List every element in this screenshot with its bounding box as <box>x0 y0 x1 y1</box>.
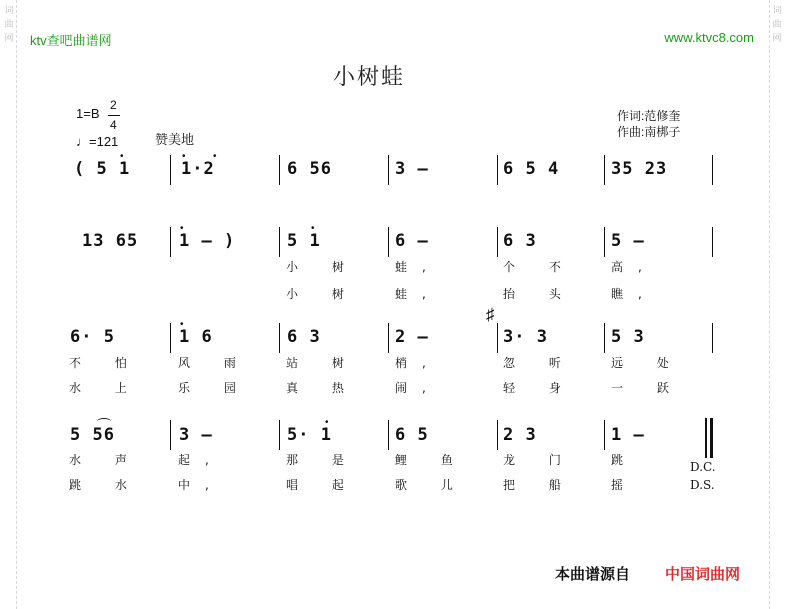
lyric-verse-2: 水 上 <box>69 381 142 395</box>
watermark-char: 网 <box>4 34 14 44</box>
barline <box>497 227 498 257</box>
watermark-char: 曲 <box>772 20 782 30</box>
measure: 35 23 <box>611 159 668 179</box>
lyric-verse-2: 跳 水 <box>69 478 142 492</box>
measure: 6 5 4 <box>503 159 560 179</box>
lyric-verse-1: 跳 <box>611 453 639 467</box>
measure: 5 3 <box>611 327 645 347</box>
lyric-verse-1: 梢, <box>395 356 441 370</box>
watermark-char: 网 <box>772 34 782 44</box>
barline <box>388 227 389 257</box>
lyric-verse-2: 歌 儿 <box>395 478 468 492</box>
lyric-verse-1: 水 声 <box>69 453 142 467</box>
measure: 1 – ) <box>179 231 236 251</box>
measure: 5 56 <box>70 425 115 445</box>
measure: 6 56 <box>287 159 332 179</box>
lyric-verse-2: 真 热 <box>286 381 359 395</box>
barline <box>388 420 389 450</box>
lyric-verse-1: 忽 听 <box>503 356 576 370</box>
lyricist-credit: 作词:范修奎 <box>617 109 681 123</box>
measure: 6 3 <box>503 231 537 251</box>
lyric-verse-2: 中, <box>178 478 224 492</box>
lyric-verse-1: 起, <box>178 453 224 467</box>
barline <box>712 323 713 353</box>
barline <box>170 323 171 353</box>
measure: 6· 5 <box>70 327 115 347</box>
watermark-char: 词 <box>4 6 14 16</box>
lyric-verse-2: 乐 园 <box>178 381 251 395</box>
lyric-verse-2: 蛙, <box>395 287 441 301</box>
lyric-verse-1: 站 树 <box>286 356 359 370</box>
time-signature-bottom: 4 <box>110 118 117 132</box>
measure: 6 3 <box>287 327 321 347</box>
measure: 1 6 <box>179 327 213 347</box>
lyric-verse-1: 远 处 <box>611 356 684 370</box>
measure: 5 – <box>611 231 645 251</box>
lyric-verse-2: 一 跃 <box>611 381 684 395</box>
lyric-verse-1: 不 怕 <box>69 356 142 370</box>
slur-mark <box>97 418 111 425</box>
measure: 5· 1 <box>287 425 332 445</box>
measure: 6 5 <box>395 425 429 445</box>
tempo-marking: ♩=121 <box>76 134 119 149</box>
watermark-char: 词 <box>772 6 782 16</box>
measure: ( 5 1 <box>74 159 131 179</box>
song-title: 小树蛙 <box>333 65 406 90</box>
barline <box>497 420 498 450</box>
measure: 2 3 <box>503 425 537 445</box>
barline <box>712 227 713 257</box>
measure: 6 – <box>395 231 429 251</box>
barline <box>604 227 605 257</box>
barline <box>712 155 713 185</box>
time-signature-top: 2 <box>110 98 117 112</box>
left-watermark-strip <box>2 0 17 609</box>
measure: 5 1 <box>287 231 321 251</box>
barline <box>604 420 605 450</box>
barline <box>279 227 280 257</box>
right-watermark-strip <box>769 0 784 609</box>
octave-dot: • <box>120 151 124 162</box>
barline <box>170 227 171 257</box>
lyric-verse-1: 小 树 <box>286 260 359 274</box>
sharp-sign: ♯ <box>486 305 495 324</box>
lyric-verse-2: 唱 起 <box>286 478 359 492</box>
measure: 1·2 <box>181 159 215 179</box>
lyric-verse-1: 个 不 <box>503 260 576 274</box>
barline <box>604 155 605 185</box>
key-signature: 1=B <box>76 106 100 121</box>
lyric-verse-2: 小 树 <box>286 287 359 301</box>
barline <box>279 323 280 353</box>
source-label: 本曲谱源自 <box>555 566 631 583</box>
barline <box>279 420 280 450</box>
octave-dot: • <box>180 223 184 234</box>
lyric-verse-1: 风 雨 <box>178 356 251 370</box>
dc-marking: D.C. <box>690 460 716 474</box>
lyric-verse-1: 蛙, <box>395 260 441 274</box>
lyric-verse-2: 把 船 <box>503 478 576 492</box>
barline <box>170 420 171 450</box>
final-barline-thick <box>710 418 713 458</box>
measure: 3 – <box>395 159 429 179</box>
octave-dot: • <box>311 223 315 234</box>
barline <box>604 323 605 353</box>
ds-marking: D.S. <box>690 478 715 492</box>
lyric-verse-2: 摇 <box>611 478 639 492</box>
lyric-verse-1: 那 是 <box>286 453 359 467</box>
measure: 2 – <box>395 327 429 347</box>
lyric-verse-1: 龙 门 <box>503 453 576 467</box>
site-url-right: www.ktvc8.com <box>664 30 754 45</box>
final-barline-thin <box>705 418 707 458</box>
measure: 13 65 <box>82 231 139 251</box>
octave-dot: • <box>325 417 329 428</box>
expression-marking: 赞美地 <box>155 132 195 147</box>
barline <box>388 323 389 353</box>
octave-dot: • <box>182 151 186 162</box>
measure: 3· 3 <box>503 327 548 347</box>
barline <box>279 155 280 185</box>
site-name-left: ktv查吧曲谱网 <box>30 33 112 48</box>
lyric-verse-2: 抬 头 <box>503 287 576 301</box>
measure: 3 – <box>179 425 213 445</box>
barline <box>170 155 171 185</box>
barline <box>388 155 389 185</box>
watermark-char: 曲 <box>4 20 14 30</box>
lyric-verse-1: 鲤 鱼 <box>395 453 468 467</box>
barline <box>497 155 498 185</box>
lyric-verse-2: 闹, <box>395 381 441 395</box>
time-signature-line <box>108 115 120 116</box>
measure: 1 – <box>611 425 645 445</box>
barline <box>497 323 498 353</box>
composer-credit: 作曲:南梆子 <box>617 125 681 139</box>
source-site-link[interactable]: 中国词曲网 <box>665 566 741 583</box>
octave-dot: • <box>213 151 217 162</box>
lyric-verse-2: 瞧, <box>611 287 657 301</box>
octave-dot: • <box>180 319 184 330</box>
lyric-verse-2: 轻 身 <box>503 381 576 395</box>
lyric-verse-1: 高, <box>611 260 657 274</box>
